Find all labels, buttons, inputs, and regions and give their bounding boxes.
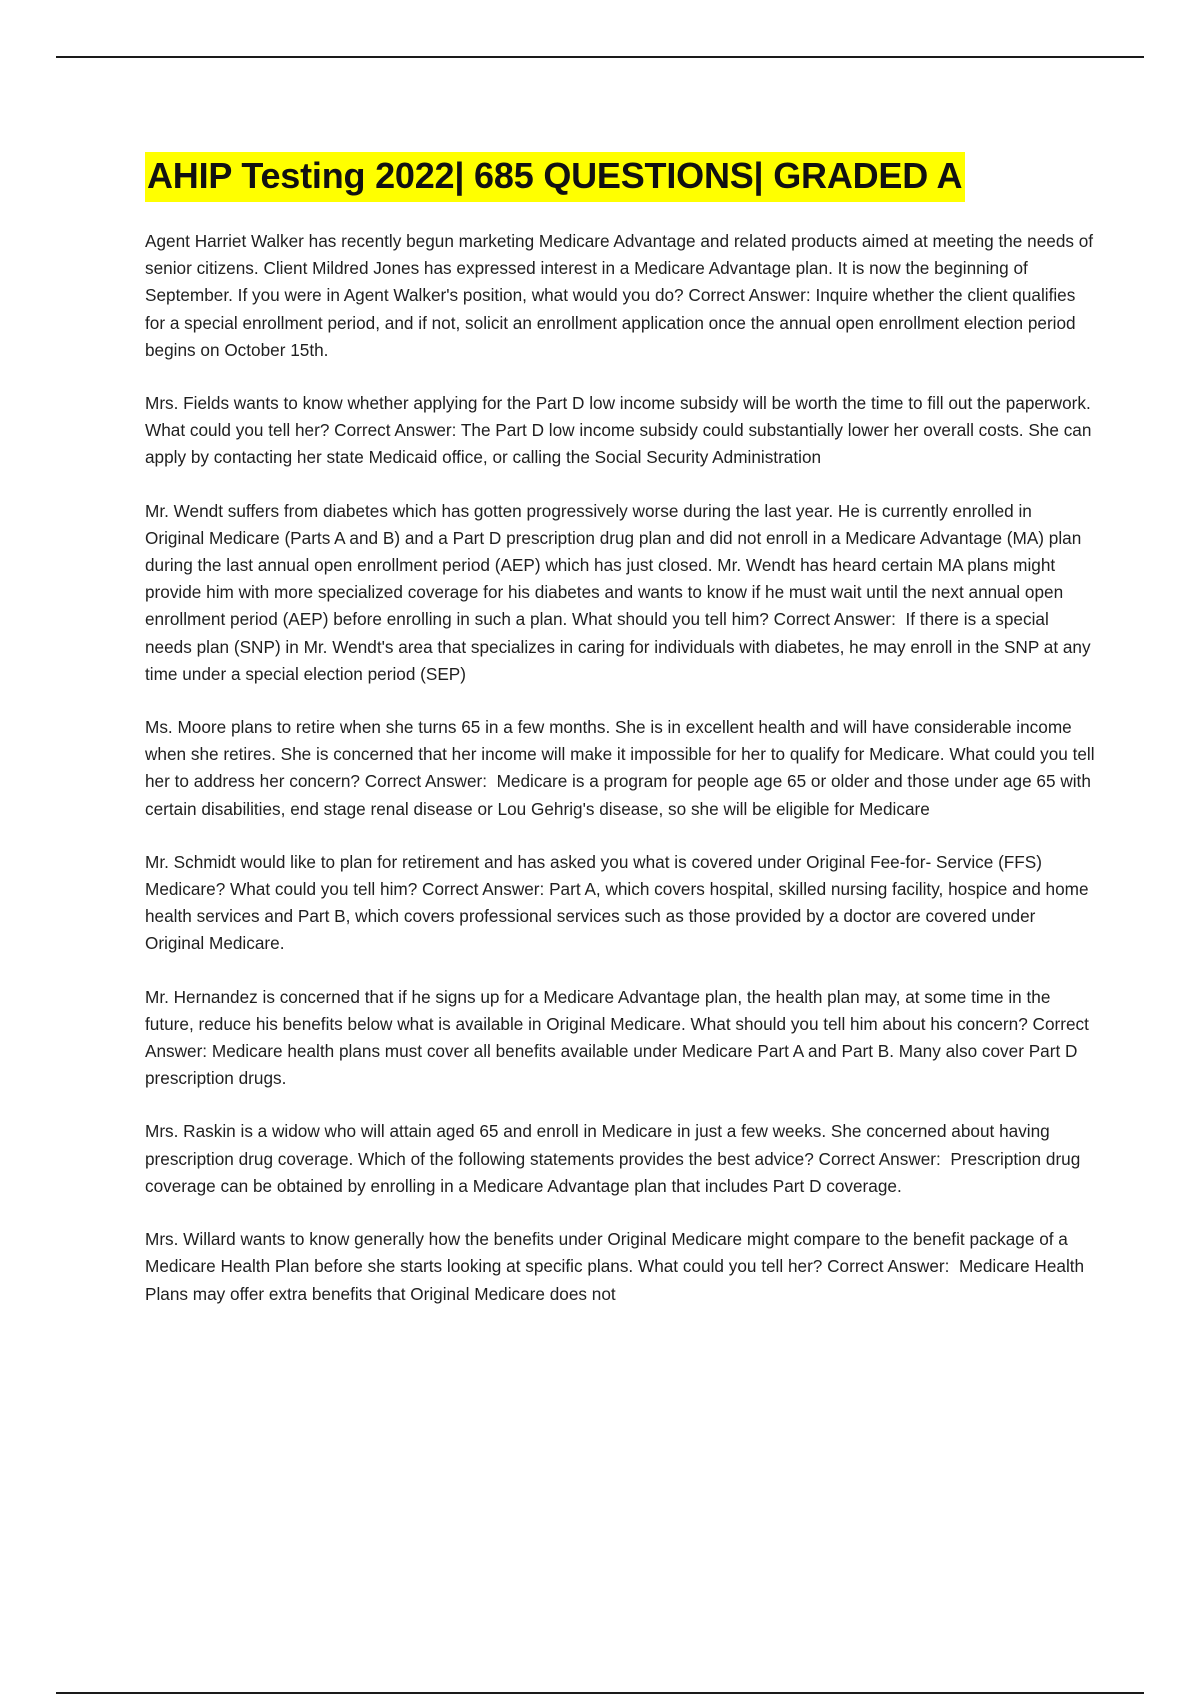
answer-text: Prescription drug coverage can be obtained by enrolling in a Medicare Advantage plan that includes Part D coverage. [145, 1148, 1081, 1196]
answer-text: Medicare is a program for people age 65 or older and those under age 65 with certain disabilities, end stage renal disease or Lou Gehrig's disease, so she will be eligible for Medicare [145, 771, 1091, 819]
answer-label: Correct Answer: [334, 420, 457, 441]
qa-item [145, 984, 1095, 1093]
answer-text: The Part D low income subsidy could substantially lower her overall costs. She can apply by contacting her state Medicaid office, or calling the Social Security Administration [145, 420, 1092, 468]
footer-rule [56, 1692, 1144, 1694]
answer-label: Correct Answer: [688, 285, 811, 306]
question-list [145, 228, 1095, 1308]
answer-label: Correct Answer: [422, 879, 545, 900]
question-text: Mrs. Willard wants to know generally how the benefits under Original Medicare might compare to the benefit package of a Medicare Health Plan before she starts looking at specific plans. What could you tell her? [145, 1229, 1068, 1277]
qa-item [145, 228, 1095, 364]
qa-item [145, 849, 1095, 958]
answer-label: Correct Answer: [145, 1013, 1089, 1062]
question-text: Ms. Moore plans to retire when she turns 65 in a few months. She is in excellent health and will have considerable income when she retires. She is concerned that her income will make it impossible for her to qualify for Medicare. What could you tell her to address her concern? [145, 717, 1095, 792]
question-text: Mr. Wendt suffers from diabetes which has gotten progressively worse during the last year. He is currently enrolled in Original Medicare (Parts A and B) and a Part D prescription drug plan and did not enroll in a Medicare Advantage (MA) plan during the last annual open enrollment period (AEP) which has just closed. Mr. Wendt has heard certain MA plans might provide him with more specialized coverage for his diabetes and wants to know if he must wait until the next annual open enrollment period (AEP) before enrolling in such a plan. What should you tell him? [145, 500, 1082, 630]
question-text: Agent Harriet Walker has recently begun marketing Medicare Advantage and related products aimed at meeting the needs of senior citizens. Client Mildred Jones has expressed interest in a Medicare Advantage plan. It is now the beginning of September. If you were in Agent Walker's position, what would you do? [145, 231, 1094, 306]
qa-item [145, 390, 1095, 472]
qa-item [145, 498, 1095, 688]
answer-text: If there is a special needs plan (SNP) in Mr. Wendt's area that specializes in caring for individuals with diabetes, he may enroll in the SNP at any time under a special election period (SEP) [145, 609, 1091, 684]
answer-text: Medicare health plans must cover all benefits available under Medicare Part A and Part B. Many also cover Part D prescription drugs. [145, 1041, 1078, 1089]
answer-text: Medicare Health Plans may offer extra benefits that Original Medicare does not [145, 1256, 1085, 1304]
question-text: Mrs. Fields wants to know whether applying for the Part D low income subsidy will be worth the time to fill out the paperwork. What could you tell her? [145, 393, 1091, 441]
answer-label: Correct Answer: [773, 609, 896, 630]
answer-label: Correct Answer: [827, 1256, 950, 1277]
question-text: Mrs. Raskin is a widow who will attain aged 65 and enroll in Medicare in just a few weeks. She concerned about having prescription drug coverage. Which of the following statements provides the best advice? [145, 1121, 1050, 1169]
answer-label: Correct Answer: [818, 1148, 941, 1169]
answer-label: Correct Answer: [364, 771, 488, 792]
qa-item [145, 1226, 1095, 1308]
answer-text: Part A, which covers hospital, skilled nursing facility, hospice and home health services and Part B, which covers professional services such as those provided by a doctor are covered under Original Medicare. [145, 879, 1089, 954]
qa-item [145, 714, 1095, 823]
answer-text: Inquire whether the client qualifies for a special enrollment period, and if not, solicit an enrollment application once the annual open enrollment election period begins on October 15th. [145, 285, 1076, 360]
document-body [145, 152, 1095, 1334]
question-text: Mr. Hernandez is concerned that if he signs up for a Medicare Advantage plan, the health plan may, at some time in the future, reduce his benefits below what is available in Original Medicare. What should you tell him about his concern? [145, 986, 1051, 1034]
header-rule [56, 56, 1144, 58]
document-title: AHIP Testing 2022| 685 QUESTIONS| GRADED A [145, 152, 965, 202]
qa-item [145, 1118, 1095, 1200]
question-text: Mr. Schmidt would like to plan for retirement and has asked you what is covered under Original Fee-for- Service (FFS) Medicare? What could you tell him? [145, 851, 1042, 900]
